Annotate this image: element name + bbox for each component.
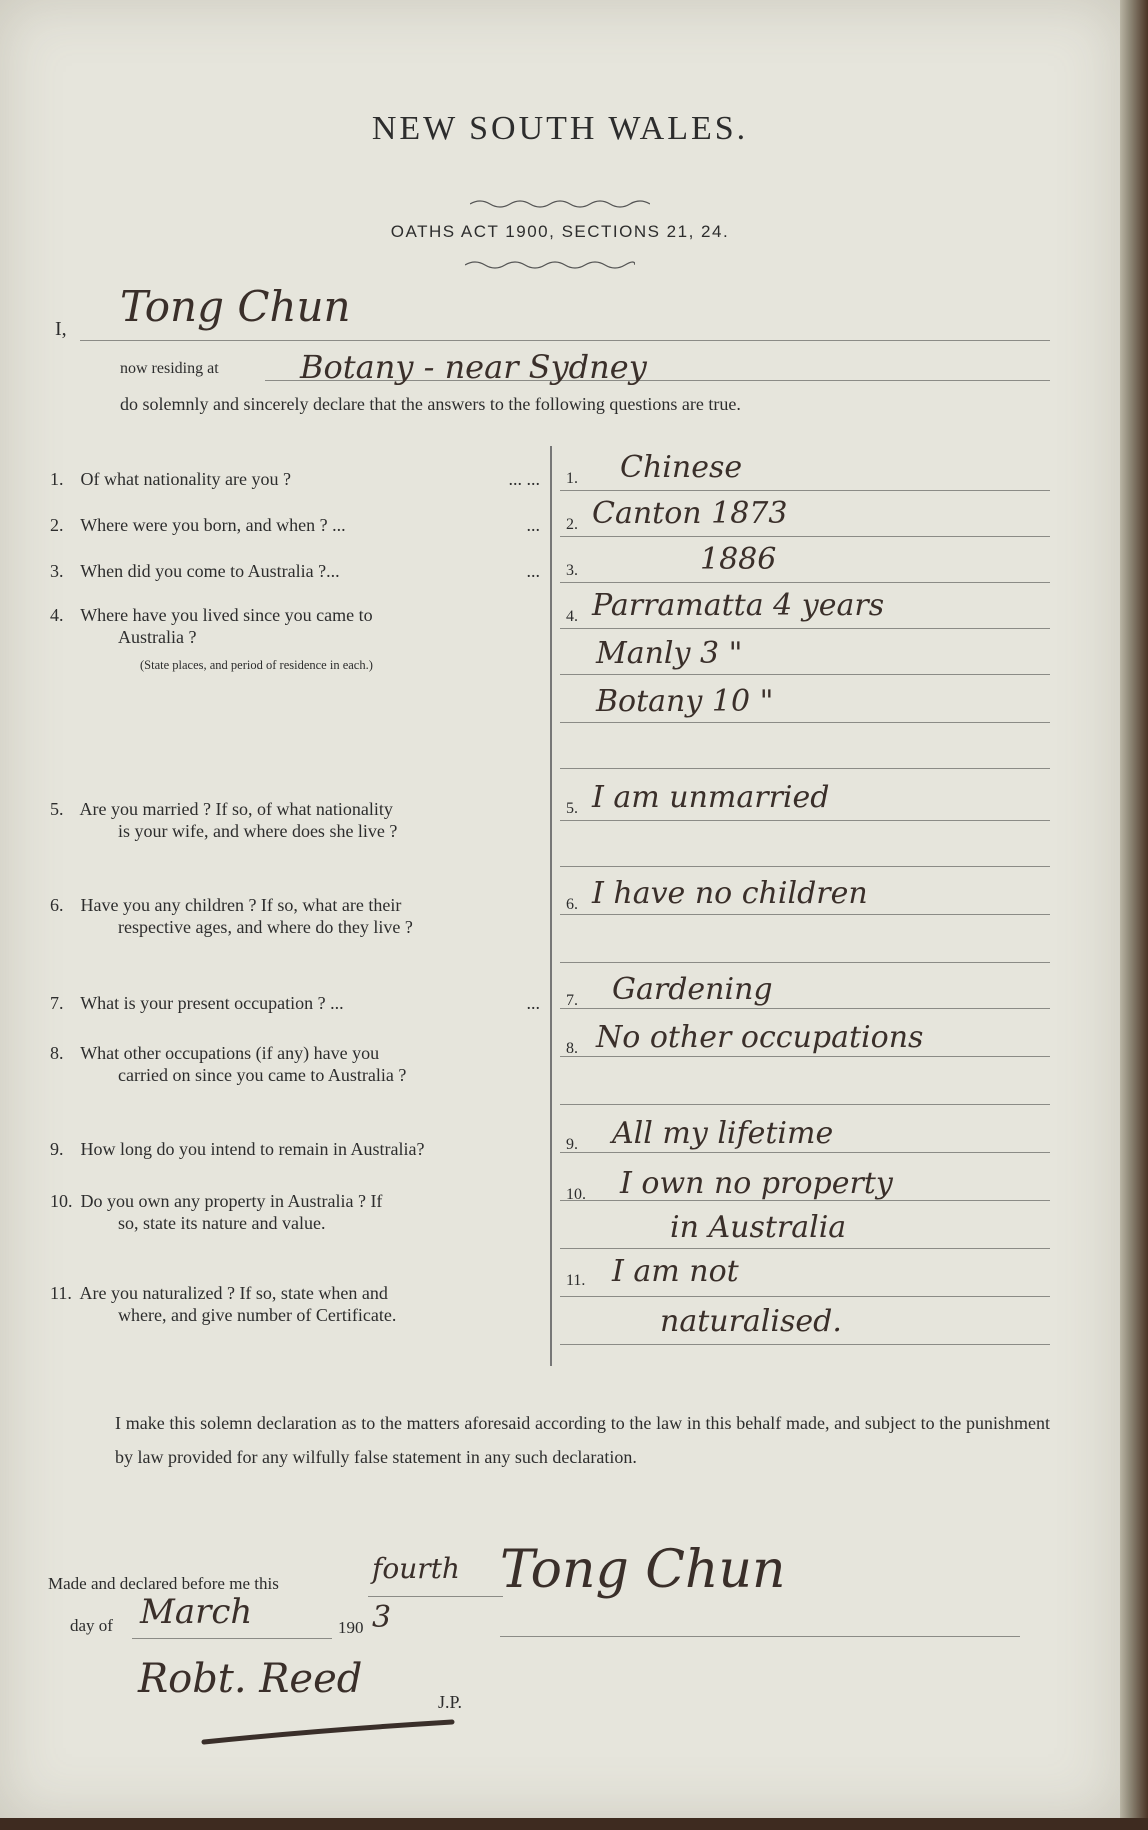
question-2: 2. Where were you born, and when ? ... ... [50,515,540,535]
question-1: 1. Of what nationality are you ? ... ... [50,469,540,489]
answer-9: All my lifetime [612,1116,834,1151]
jp-signature: Robt. Reed [138,1656,363,1702]
answer-10-line-1: I own no property [620,1166,893,1201]
answer-4-line-2: Manly 3 " [596,636,743,671]
answer-2-num: 2. [566,516,578,533]
answer-8: No other occupations [596,1020,924,1055]
answer-10-line-2: in Australia [670,1210,847,1245]
answer-3-num: 3. [566,562,578,579]
form-title: NEW SOUTH WALES. [371,110,749,147]
answer-3: 1886 [700,542,777,577]
answer-line [560,674,1050,675]
answer-line [560,582,1050,583]
question-8: 8. What other occupations (if any) have you carried on since you came to Australia ? [50,1043,407,1085]
answer-line [560,490,1050,491]
question-4: 4. Where have you lived since you came to Australia ? (State places, and period of residence in each.) [50,605,373,672]
answer-line [560,1248,1050,1249]
question-3: 3. When did you come to Australia ?... ... [50,561,540,581]
declarant-prefix: I, [55,318,67,340]
month: March [140,1592,253,1632]
answer-10-num: 10. [566,1186,586,1203]
answer-line [560,820,1050,821]
year-digit: 3 [372,1600,392,1635]
declaration-text: do solemnly and sincerely declare that the answers to the following questions are true. [120,394,741,414]
day-line [368,1596,503,1597]
answer-line [560,866,1050,867]
question-5: 5. Are you married ? If so, of what nationality is your wife, and where does she live ? [50,799,398,841]
answer-line [560,1008,1050,1009]
made-declared-label: Made and declared before me this [48,1574,279,1593]
ornament-rule [465,258,635,272]
declarant-name: Tong Chun [120,282,351,331]
declarant-signature: Tong Chun [500,1540,786,1600]
answer-line [560,722,1050,723]
answer-2: Canton 1873 [592,496,788,531]
question-11: 11. Are you naturalized ? If so, state when and where, and give number of Certificate. [50,1283,397,1325]
month-line [132,1638,332,1639]
jp-label: J.P. [438,1692,463,1712]
answer-4-num: 4. [566,608,578,625]
declarant-residence: Botany - near Sydney [300,348,647,386]
answer-7: Gardening [612,972,773,1007]
answer-6-num: 6. [566,896,578,913]
answer-line [560,914,1050,915]
residing-label: now residing at [120,360,219,377]
answer-6: I have no children [592,876,868,911]
question-10: 10. Do you own any property in Australia ? If so, state its nature and value. [50,1191,383,1233]
signature-line [500,1636,1020,1637]
answer-4-line-1: Parramatta 4 years [592,588,885,623]
answer-1: Chinese [620,450,743,485]
answer-11-num: 11. [566,1272,586,1289]
page-bottom-edge [0,1818,1148,1830]
day-of-label: day of [70,1616,113,1635]
answer-line [560,962,1050,963]
answer-11-line-2: naturalised. [660,1304,842,1339]
question-9: 9. How long do you intend to remain in Australia? [50,1139,425,1159]
declaration-paragraph: I make this solemn declaration as to the matters aforesaid according to the law in this behalf made, and subject to the punishment by law provided for any wilfully false statement in any such declaration. [115,1413,1050,1467]
answer-line [560,536,1050,537]
answer-5: I am unmarried [592,780,830,815]
made-day: fourth [372,1552,460,1585]
question-7: 7. What is your present occupation ? ... ... [50,993,540,1013]
jp-signature-flourish [200,1716,460,1746]
answer-9-num: 9. [566,1136,578,1153]
answer-line [560,628,1050,629]
answer-line [560,1152,1050,1153]
answer-5-num: 5. [566,800,578,817]
year-prefix: 190 [338,1618,364,1637]
answer-line [560,1104,1050,1105]
column-divider [550,446,552,1366]
form-subtitle: OATHS ACT 1900, SECTIONS 21, 24. [390,222,730,241]
answer-line [560,1056,1050,1057]
question-6: 6. Have you any children ? If so, what are their respective ages, and where do they live ? [50,895,413,937]
answer-7-num: 7. [566,992,578,1009]
answer-1-num: 1. [566,470,578,487]
page-edge [1120,0,1148,1830]
answer-8-num: 8. [566,1040,578,1057]
answer-line [560,768,1050,769]
ornament-rule [470,196,650,210]
answer-line [560,1344,1050,1345]
answer-4-line-3: Botany 10 " [596,684,774,719]
answer-11-line-1: I am not [612,1254,739,1289]
answer-line [560,1296,1050,1297]
name-line [80,340,1050,341]
